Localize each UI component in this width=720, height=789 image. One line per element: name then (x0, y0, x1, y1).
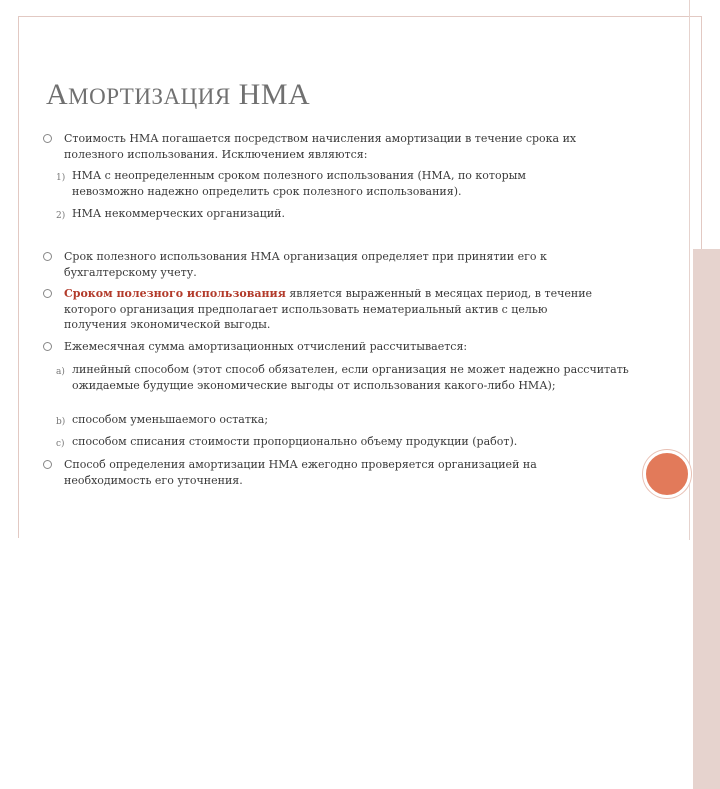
sub-item: НМА некоммерческих организаций. (72, 207, 285, 220)
list-item: Ежемесячная сумма амортизационных отчислений рассчитывается: (64, 340, 468, 353)
item-marker: a) (56, 367, 65, 377)
list-item (64, 286, 604, 333)
decor-line (689, 0, 690, 540)
bullet-icon (43, 460, 52, 469)
sub-item: НМА с неопределенным сроком полезного использования (НМА, по которым невозможно надежно определить срок полезного использования). (72, 169, 526, 198)
term-highlight: Сроком полезного использования (64, 287, 286, 300)
bullet-icon (43, 134, 52, 143)
item-marker: c) (56, 439, 65, 449)
bullet-icon (43, 342, 52, 351)
list-item: Срок полезного использования НМА организация определяет при принятии его к бухгалтерскому учету. (64, 250, 547, 279)
item-marker: 1) (56, 173, 66, 183)
decor-line (693, 249, 720, 789)
sub-item: способом уменьшаемого остатка; (72, 413, 269, 426)
sub-item: линейный способом (этот способ обязателен, если организация не может надежно рассчитать ожидаемые будущие экономические выгоды от использования какого-либо НМА); (72, 363, 629, 392)
decor-circle (643, 450, 691, 498)
bullet-icon (43, 289, 52, 298)
sub-item: способом списания стоимости пропорционально объему продукции (работ). (72, 435, 518, 448)
bullet-icon (43, 252, 52, 261)
definition-text: является выраженный в месяцах период, в течение которого организация предполагает использовать нематериальный актив с целью получения экономической выгоды. (64, 287, 593, 331)
list-item: Стоимость НМА погашается посредством начисления амортизации в течение срока их полезного использования. Исключением являются: (64, 132, 577, 161)
list-item: Способ определения амортизации НМА ежегодно проверяется организацией на необходимость его уточнения. (64, 458, 537, 487)
item-marker: 2) (56, 211, 66, 221)
slide-title: АМОРТИЗАЦИЯ НМА (46, 78, 311, 111)
item-marker: b) (56, 417, 66, 427)
